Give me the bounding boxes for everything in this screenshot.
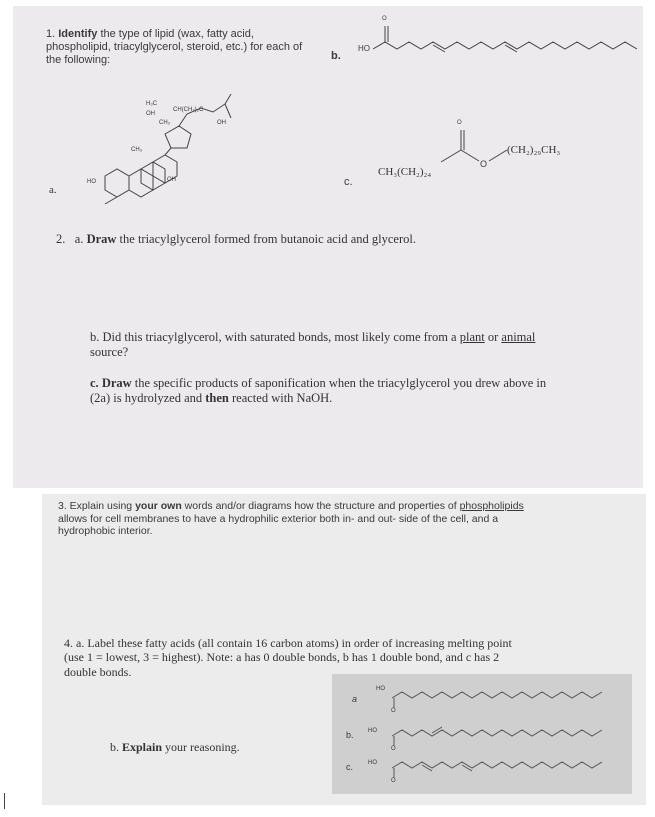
steroid-label-ch3-upper: CH₃ [159,120,171,126]
q2c-line2-post: reacted with NaOH. [232,391,333,405]
q2-number: 2. [56,232,66,246]
structure-c-wax [13,6,643,488]
q4-line3: double bonds. [64,664,132,679]
q2-part-c [90,376,630,406]
q3-line2: allows for cell membranes to have a hydrophilic exterior both in- and out- side of the cell, and a [58,512,499,525]
q2-part-a [56,232,416,247]
worksheet-photo-bottom [42,494,646,805]
q2a-letter: a. [74,232,84,246]
fatty-acids-figure [332,674,632,794]
q2c-line1: the specific products of saponification when the triacylglycerol you drew above in [134,376,547,390]
steroid-label-chain: CH(CH₂)₂C [173,107,204,113]
q2b-text: b. Did this triacylglycerol, with saturated bonds, most likely come from a [90,330,457,344]
q3-line3: hydrophobic interior. [58,525,153,538]
q2c-draw: Draw [101,376,132,390]
steroid-label-oh-bottom: OH [167,177,176,183]
steroid-label-oh-right: OH [217,120,226,126]
q2b-line2: source? [90,345,129,359]
q1-line3: the following: [46,54,111,67]
fatty-acid-c-ho: HO [368,760,377,766]
q4-prompt [64,636,639,679]
worksheet-photo-top [13,6,643,488]
structure-c-ester-o: O [480,159,488,169]
q1-label-c: c. [344,176,353,188]
structure-c-carbonyl-o: O [457,120,462,126]
q2c-line2-pre: (2a) is hydrolyzed and [90,391,203,405]
q4b-letter: b. [110,740,119,754]
q2c-letter: c. [90,376,99,390]
fatty-acid-a-o: O [391,708,396,714]
structure-b-carbonyl-o: O [382,16,387,22]
q4-line1: 4. a. Label these fatty acids (all contain 16 carbon atoms) in order of increasing melting point [64,636,512,650]
structure-c-left-chain: CH₃(CH₂)₂₄ [378,166,432,178]
fatty-acid-b-ho: HO [368,728,377,734]
q4-line2: (use 1 = lowest, 3 = highest). Note: a has 0 double bonds, b has 1 double bond, and c has 2 [64,650,500,665]
fatty-acid-a-ho: HO [376,686,385,692]
text-cursor [4,793,5,809]
q2a-text: the triacylglycerol formed from butanoic acid and glycerol. [119,232,416,246]
steroid-label-ch3-lower: CH₃ [131,147,143,153]
q2a-draw: Draw [86,232,117,246]
q2b-or: or [487,330,499,344]
q2-part-b [90,330,610,360]
q1-line1: the type of lipid (wax, fatty acid, [100,28,254,40]
steroid-label-h3c: H₃C [146,101,158,107]
q2b-plant: plant [459,330,485,344]
q4b-text: your reasoning. [165,740,240,754]
q3-your-own: your own [135,500,182,512]
fatty-acid-c-o: O [391,778,396,784]
q2c-then: then [205,391,229,405]
q4-part-b [110,740,240,754]
q2b-animal: animal [501,330,536,344]
structure-c-right-chain: (CH₂)₂₉CH₃ [507,144,561,156]
q3-text-mid: words and/or diagrams how the structure and properties of [184,500,457,512]
steroid-label-ho: HO [87,179,96,185]
fatty-acid-label-a: a [352,694,358,704]
q1-label-a: a. [49,184,57,196]
q1-label-b: b. [331,50,341,62]
q1-identify: Identify [58,28,98,40]
fatty-acid-label-c: c. [346,762,354,772]
q3-text-pre: 3. Explain using [58,500,133,512]
q4b-explain: Explain [122,740,163,754]
q1-line2: phospholipid, triacylglycerol, steroid, etc.) for each of [46,41,303,54]
structure-b-ho: HO [358,44,370,53]
q1-number: 1. [46,28,56,40]
steroid-label-oh-top: OH [146,111,155,117]
q3-phospholipids: phospholipids [459,500,524,512]
fatty-acid-b-o: O [391,746,396,752]
fatty-acid-label-b: b. [346,730,354,740]
q3-prompt [58,500,643,538]
